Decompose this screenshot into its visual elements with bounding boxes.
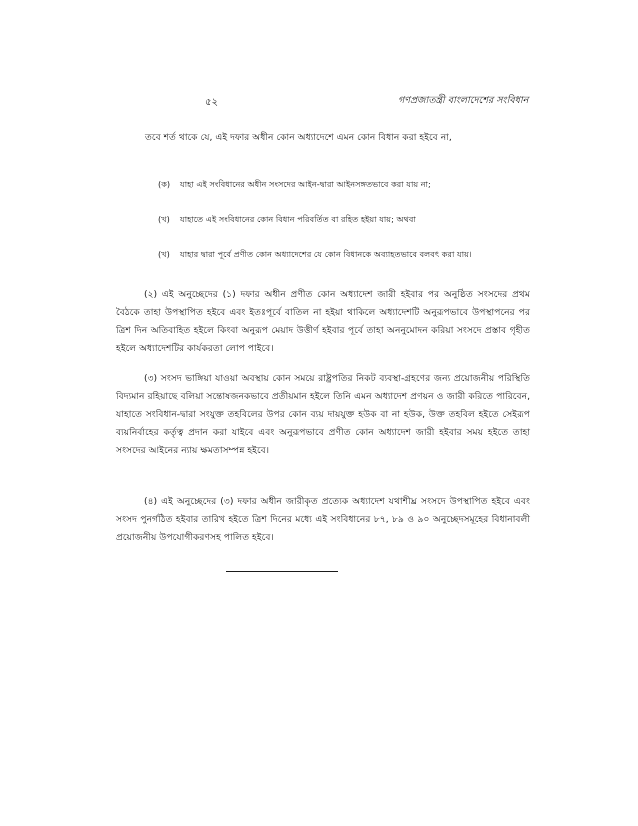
paragraph-2 — [116, 286, 530, 358]
clause-mark: (ক) — [158, 179, 171, 189]
running-head: গণপ্রজাতন্ত্রী বাংলাদেশের সংবিধান — [398, 95, 529, 106]
clause-mark: (খ) — [158, 249, 170, 259]
clause-ga — [158, 247, 528, 262]
paragraph-2-text: (২) এই অনুচ্ছেদের (১) দফার অধীন প্রণীত কোন অধ্যাদেশ জারী হইবার পর অনুষ্ঠিত সংসদের প্রথম বৈঠকে তাহা উপস্থাপিত হইবে এবং ইতঃপূর্বে বাতিল না হইয়া থাকিলে অধ্যাদেশটি অনুরূপভাবে উপস্থাপনের পর ত্রিশ দিন অতিবাহিত হইলে কিংবা অনুরূপ মেয়াদ উত্তীর্ণ হইবার পূর্বে তাহা অননুমোদন করিয়া সংসদে প্রস্তাব গৃহীত হইলে অধ্যাদেশটির কার্যকরতা লোপ পাইবে। — [116, 289, 530, 354]
clause-text: যাহার দ্বারা পূর্বে প্রণীত কোন অধ্যাদেশের যে কোন বিধানকে অব্যাহতভাবে বলবৎ করা যায়। — [180, 249, 472, 259]
paragraph-3 — [116, 370, 530, 460]
paragraph-3-text: (৩) সংসদ ভাঙ্গিয়া যাওয়া অবস্থায় কোন সময়ে রাষ্ট্রপতির নিকট ব্যবস্থা-গ্রহণের জন্য প্রয়োজনীয় পরিস্থিতি বিদ্যমান রহিয়াছে বলিয়া সন্তোষজনকভাবে প্রতীয়মান হইলে তিনি এমন অধ্যাদেশ প্রণয়ন ও জারী করিতে পারিবেন, যাহাতে সংবিধান-দ্বারা সংযুক্ত তহবিলের উপর কোন ব্যয় দায়যুক্ত হউক বা না হউক, উক্ত তহবিল হইতে সেইরূপ ব্যয়নির্বাহের কর্তৃত্ব প্রদান করা যাইবে এবং অনুরূপভাবে প্রণীত কোন অধ্যাদেশ জারী হইবার সময় হইতে তাহা সংসদের আইনের ন্যায় ক্ষমতাসম্পন্ন হইবে। — [116, 373, 530, 456]
clause-ka — [158, 177, 528, 192]
clause-text: যাহা এই সংবিধানের অধীন সংসদের আইন-দ্বারা আইনসঙ্গতভাবে করা যায় না; — [180, 179, 431, 189]
clause-kha — [158, 212, 528, 227]
clause-mark: (খ) — [158, 214, 170, 224]
clause-text: যাহাতে এই সংবিধানের কোন বিধান পরিবর্তিত বা রহিত হইয়া যায়; অথবা — [180, 214, 416, 224]
paragraph-4 — [116, 493, 530, 547]
proviso-paragraph: তবে শর্ত থাকে যে, এই দফার অধীন কোন অধ্যাদেশে এমন কোন বিধান করা হইবে না, — [145, 132, 452, 143]
page-number: ৫২ — [205, 97, 218, 108]
paragraph-4-text: (৪) এই অনুচ্ছেদের (৩) দফার অধীন জারীকৃত প্রত্যেক অধ্যাদেশ যথাশীঘ্র সংসদে উপস্থাপিত হইবে এবং সংসদ পুনর্গঠিত হইবার তারিখ হইতে ত্রিশ দিনের মধ্যে এই সংবিধানের ৮৭, ৮৯ ও ৯০ অনুচ্ছেদসমূহের বিধানাবলী প্রয়োজনীয় উপযোগীকরণসহ পালিত হইবে। — [116, 496, 530, 543]
section-end-rule — [226, 571, 338, 572]
